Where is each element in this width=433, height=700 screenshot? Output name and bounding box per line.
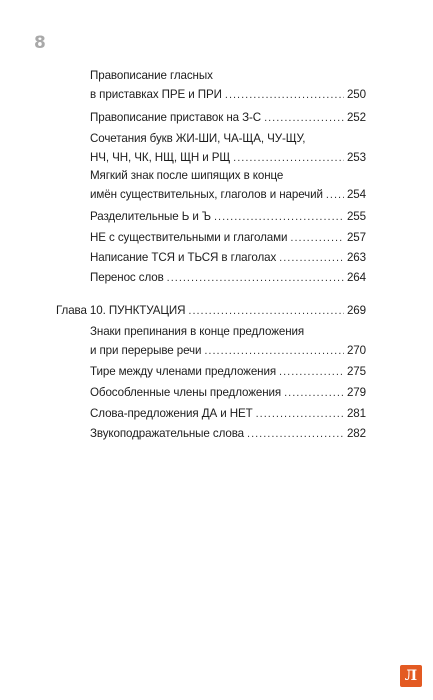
toc-entry [90, 424, 366, 443]
dot-leader [279, 363, 344, 382]
toc-entry-title: Правописание приставок на З-С [90, 111, 262, 124]
toc-entry-title-continued: имён существительных, глаголов и наречий [90, 188, 323, 201]
chapter-title: Глава 10. ПУНКТУАЦИЯ [56, 304, 186, 317]
dot-leader [326, 186, 344, 205]
chapter-heading [56, 301, 366, 320]
toc-entry-page: 255 [346, 210, 366, 223]
toc-entry-title: Знаки препинания в конце предложения [90, 325, 305, 338]
toc-entry [90, 207, 366, 226]
toc-entry [90, 66, 366, 104]
toc-entry-page: 253 [346, 151, 366, 164]
toc-entry-title: Сочетания букв ЖИ-ШИ, ЧА-ЩА, ЧУ-ЩУ, [90, 132, 306, 145]
dot-leader [256, 405, 344, 424]
dot-leader [247, 425, 344, 444]
toc-entry-page: 257 [346, 231, 366, 244]
toc-entry [90, 268, 366, 287]
toc-entry-page: 263 [346, 251, 366, 264]
toc-entry-page: 252 [346, 111, 366, 124]
toc-entry [90, 383, 366, 402]
toc-entry-title-continued: и при перерыве речи [90, 344, 202, 357]
toc-entry [90, 228, 366, 247]
toc-entry [90, 404, 366, 423]
dot-leader [188, 302, 344, 321]
dot-leader [204, 342, 344, 361]
toc-entry [90, 129, 366, 167]
toc-entry [90, 248, 366, 267]
toc-entry-title: Перенос слов [90, 271, 164, 284]
toc-entry-title-continued: НЧ, ЧН, ЧК, НЩ, ЩН и РЩ [90, 151, 231, 164]
dot-leader [279, 249, 344, 268]
toc-entry-page: 254 [346, 188, 366, 201]
dot-leader [290, 229, 344, 248]
toc-entry-page: 264 [346, 271, 366, 284]
chapter-page: 269 [346, 304, 366, 317]
dot-leader [225, 86, 344, 105]
toc-entry-page: 281 [346, 407, 366, 420]
toc-entry-page: 250 [346, 88, 366, 101]
toc-entry-title: Обособленные члены предложения [90, 386, 282, 399]
toc-entry [90, 166, 366, 204]
dot-leader [167, 269, 344, 288]
dot-leader [284, 384, 344, 403]
toc-entry-title-continued: в приставках ПРЕ и ПРИ [90, 88, 222, 101]
toc-entry-title: Слова-предложения ДА и НЕТ [90, 407, 253, 420]
toc-entry [90, 362, 366, 381]
toc-entry-title: Мягкий знак после шипящих в конце [90, 169, 284, 182]
toc-entry-title: Написание ТСЯ и ТЬСЯ в глаголах [90, 251, 277, 264]
toc-entry-title: НЕ с существительными и глаголами [90, 231, 288, 244]
toc-entry-page: 275 [346, 365, 366, 378]
toc-entry [90, 108, 366, 127]
toc-entry-title: Разделительные Ь и Ъ [90, 210, 211, 223]
dot-leader [214, 208, 344, 227]
toc-entry-page: 279 [346, 386, 366, 399]
page-number: 8 [34, 33, 46, 53]
toc-entry-page: 270 [346, 344, 366, 357]
toc-entry-title: Правописание гласных [90, 69, 213, 82]
publisher-logo: Л [400, 665, 422, 687]
toc-entry [90, 322, 366, 360]
toc-entry-title: Звукоподражательные слова [90, 427, 245, 440]
toc-entry-title: Тире между членами предложения [90, 365, 277, 378]
toc-entry-page: 282 [346, 427, 366, 440]
dot-leader [264, 109, 344, 128]
